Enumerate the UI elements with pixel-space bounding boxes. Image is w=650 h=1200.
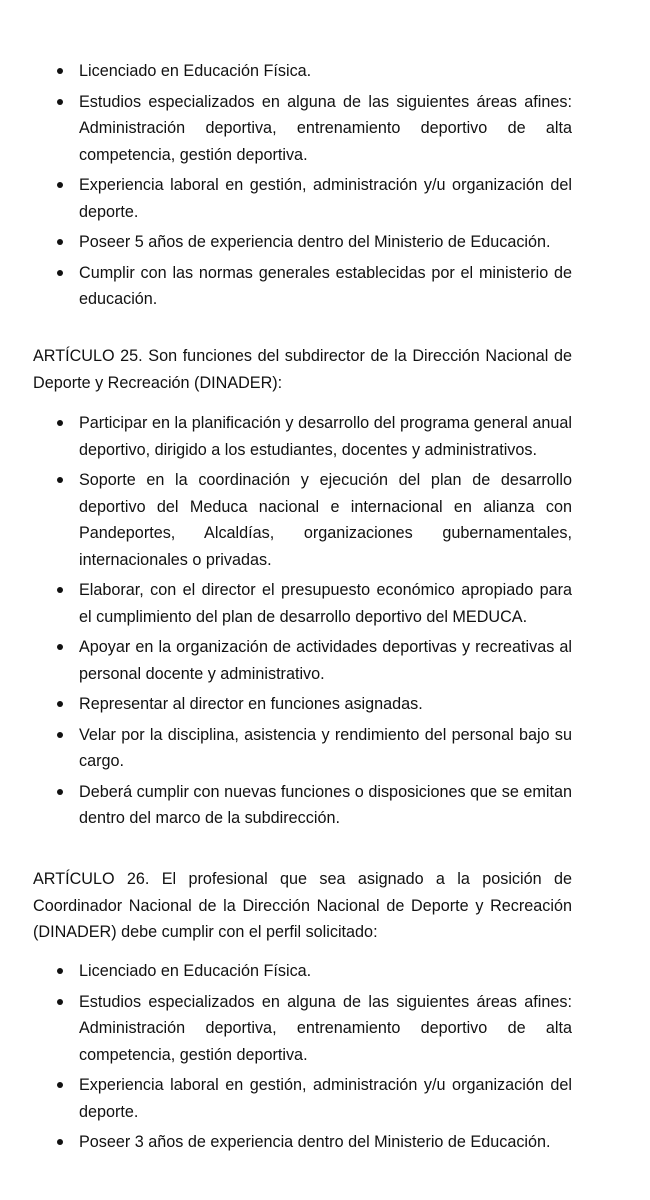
bullet-icon xyxy=(57,99,63,105)
requirements-list-coordinator xyxy=(0,958,650,1160)
bullet-icon xyxy=(57,701,63,707)
bullet-icon xyxy=(57,270,63,276)
list-item xyxy=(0,89,650,169)
list-item-text: Licenciado en Educación Física. xyxy=(79,62,312,80)
bullet-icon xyxy=(57,732,63,738)
list-item xyxy=(0,467,650,573)
list-item xyxy=(0,410,650,463)
list-item-text: Poseer 3 años de experiencia dentro del Ministerio de Educación. xyxy=(79,1133,551,1151)
list-item xyxy=(0,577,650,630)
requirements-list-director xyxy=(0,58,650,317)
list-item xyxy=(0,1072,650,1125)
list-item-text: Poseer 5 años de experiencia dentro del Ministerio de Educación. xyxy=(79,233,551,251)
list-item-text: Apoyar en la organización de actividades deportivas y recreativas al personal docente y administrativo. xyxy=(79,638,572,683)
list-item xyxy=(0,779,650,832)
bullet-icon xyxy=(57,968,63,974)
list-item-text: Experiencia laboral en gestión, administración y/u organización del deporte. xyxy=(79,176,572,221)
article-26-text: ARTÍCULO 26. El profesional que sea asignado a la posición de Coordinador Nacional de la Dirección Nacional de Deporte y Recreación (DINADER) debe cumplir con el perfil solicitado: xyxy=(33,870,572,941)
list-item-text: Experiencia laboral en gestión, administración y/u organización del deporte. xyxy=(79,1076,572,1121)
list-item xyxy=(0,1129,650,1156)
list-item-text: Soporte en la coordinación y ejecución del plan de desarrollo deportivo del Meduca nacional e internacional en alianza con Pandeportes, Alcaldías, organizaciones gubernamentales, internacionales o privadas. xyxy=(79,471,572,569)
list-item-text: Elaborar, con el director el presupuesto económico apropiado para el cumplimiento del plan de desarrollo deportivo del MEDUCA. xyxy=(79,581,572,626)
bullet-icon xyxy=(57,239,63,245)
list-item xyxy=(0,58,650,85)
list-item-text: Estudios especializados en alguna de las siguientes áreas afines: Administración deportiva, entrenamiento deportivo de alta competencia, gestión deportiva. xyxy=(79,92,572,164)
bullet-icon xyxy=(57,1139,63,1145)
functions-list-subdirector xyxy=(0,410,650,836)
list-item-text: Licenciado en Educación Física. xyxy=(79,962,312,980)
bullet-icon xyxy=(57,587,63,593)
list-item xyxy=(0,260,650,313)
bullet-icon xyxy=(57,182,63,188)
list-item-text: Cumplir con las normas generales establecidas por el ministerio de educación. xyxy=(79,263,572,308)
bullet-icon xyxy=(57,420,63,426)
article-26 xyxy=(0,866,650,946)
list-item xyxy=(0,989,650,1069)
article-25-text: ARTÍCULO 25. Son funciones del subdirector de la Dirección Nacional de Deporte y Recreación (DINADER): xyxy=(33,347,572,392)
list-item xyxy=(0,634,650,687)
list-item-text: Participar en la planificación y desarrollo del programa general anual deportivo, dirigido a los estudiantes, docentes y administrativos. xyxy=(79,414,572,459)
list-item-text: Deberá cumplir con nuevas funciones o disposiciones que se emitan dentro del marco de la subdirección. xyxy=(79,782,572,827)
bullet-icon xyxy=(57,644,63,650)
list-item xyxy=(0,722,650,775)
list-item xyxy=(0,229,650,256)
article-25 xyxy=(0,343,650,396)
bullet-icon xyxy=(57,1082,63,1088)
bullet-icon xyxy=(57,789,63,795)
bullet-icon xyxy=(57,477,63,483)
list-item xyxy=(0,958,650,985)
list-item xyxy=(0,172,650,225)
bullet-icon xyxy=(57,999,63,1005)
list-item-text: Representar al director en funciones asignadas. xyxy=(79,695,423,713)
bullet-icon xyxy=(57,68,63,74)
list-item-text: Estudios especializados en alguna de las siguientes áreas afines: Administración deportiva, entrenamiento deportivo de alta competencia, gestión deportiva. xyxy=(79,992,572,1064)
list-item-text: Velar por la disciplina, asistencia y rendimiento del personal bajo su cargo. xyxy=(79,725,572,770)
list-item xyxy=(0,691,650,718)
